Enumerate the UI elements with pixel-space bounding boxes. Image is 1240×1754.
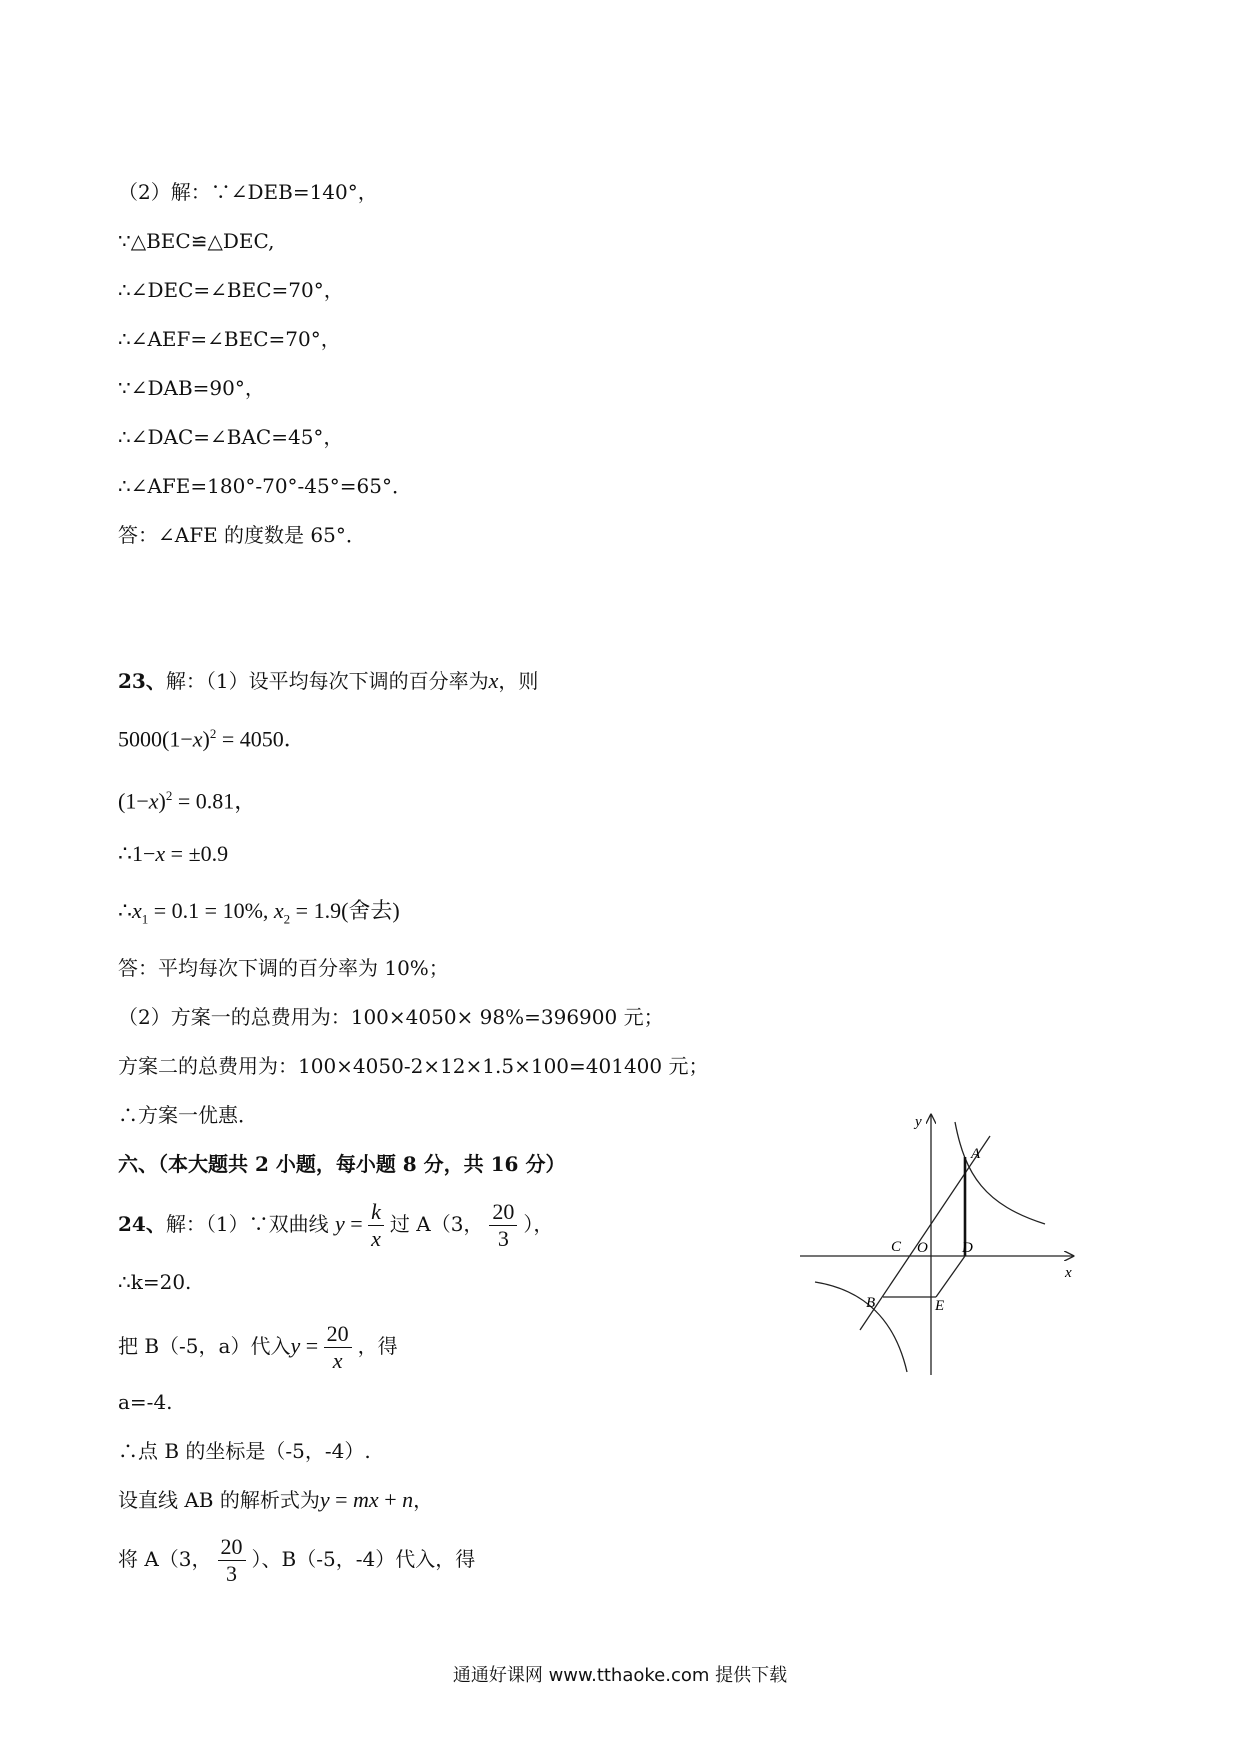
equation-1: $5000(1-x)^2 = 4050$．: [118, 726, 306, 752]
solution-line: ∵△BEC≌△DEC,: [118, 229, 275, 253]
solution-line: ∴∠AEF=∠BEC=70°，: [118, 327, 341, 351]
q24-line-3: 把 B（-5，a）代入y = $\frac{20}{x}$ ，得: [118, 1321, 398, 1373]
conclusion-line: ∴方案一优惠．: [118, 1103, 258, 1127]
q24-line-7: 将 A（3， $\frac{20}{3}$ ）、B（-5，-4）代入，得: [118, 1534, 476, 1586]
hyperbola-branch-upper: [955, 1122, 1045, 1224]
q24-line-4: a=-4.: [118, 1390, 173, 1414]
q24-line-5: ∴点 B 的坐标是（-5，-4）.: [118, 1439, 371, 1463]
q24-line-1: 24、解：（1）∵双曲线 y = $\frac{k}{x}$ 过 A（3， $\frac{20}{3}$ ），: [118, 1199, 554, 1251]
line-ab: [860, 1136, 990, 1330]
page-footer: 通通好课网 www.tthaoke.com 提供下载: [452, 1665, 788, 1686]
label-e: E: [935, 1298, 945, 1314]
label-c: C: [891, 1239, 902, 1255]
hyperbola-branch-lower: [815, 1282, 907, 1372]
label-a: A: [971, 1146, 981, 1162]
solution-line: ∴∠DAC=∠BAC=45°，: [118, 425, 344, 449]
solution-line: ∴∠DEC=∠BEC=70°，: [118, 278, 344, 302]
equation-2: $(1-x)^2 = 0.81$，: [118, 788, 257, 814]
q23-intro: 23、解：（1）设平均每次下调的百分率为x，则: [118, 668, 539, 693]
equation-4: $\therefore x_1 = 0.1 = 10\%$, $x_2 = 1.9$(舍去): [118, 898, 400, 927]
q24-line-2: ∴k=20.: [118, 1270, 192, 1294]
solution-line: ∴∠AFE=180°-70°-45°=65°．: [118, 474, 412, 498]
question-number: 23、: [118, 669, 166, 693]
section-heading: 六、（本大题共 2 小题，每小题 8 分，共 16 分）: [118, 1152, 566, 1176]
segment-ed: [936, 1256, 965, 1297]
coordinate-figure: [795, 1110, 1085, 1380]
q24-line-6: 设直线 AB 的解析式为y = mx + n，: [118, 1487, 434, 1512]
label-y: y: [915, 1114, 922, 1130]
label-b: B: [866, 1295, 876, 1311]
label-d: D: [962, 1240, 973, 1256]
plan-2-line: 方案二的总费用为：100×4050-2×12×1.5×100=401400 元；: [118, 1054, 709, 1078]
label-x: x: [1065, 1265, 1072, 1281]
answer-line: 答：平均每次下调的百分率为 10%；: [118, 956, 449, 980]
solution-line: ∵∠DAB=90°，: [118, 376, 265, 400]
plan-1-line: （2）方案一的总费用为：100×4050× 98%=396900 元；: [118, 1005, 664, 1029]
label-o: O: [917, 1240, 928, 1256]
solution-line: （2）解：∵∠DEB=140°，: [118, 180, 378, 204]
equation-3: ∴1−x = ±0.9: [118, 841, 229, 866]
answer-line: 答：∠AFE 的度数是 65°．: [118, 523, 366, 547]
question-number: 24、: [118, 1212, 166, 1236]
